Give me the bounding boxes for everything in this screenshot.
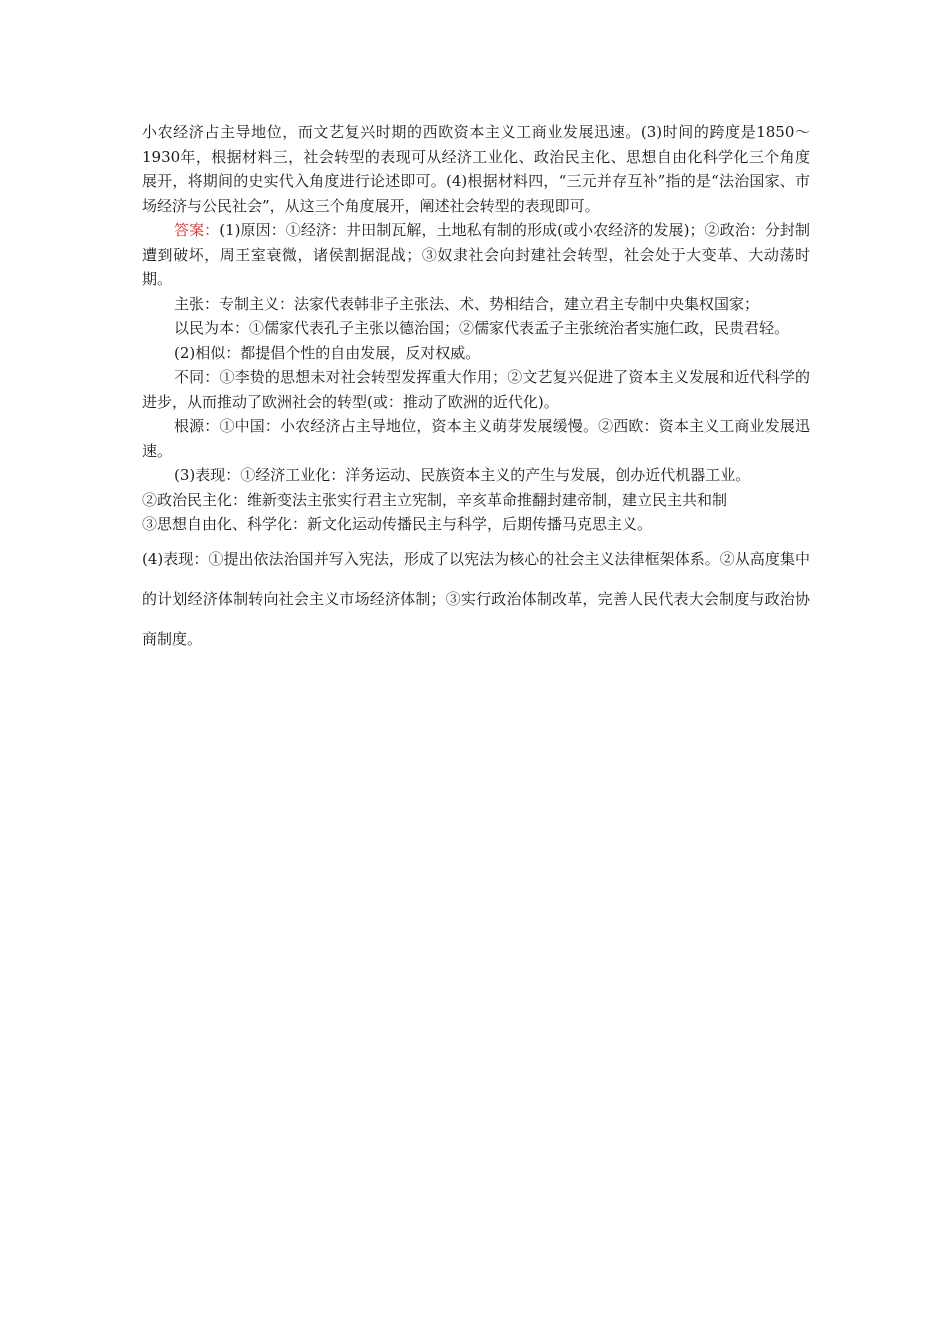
answer-label: 答案： <box>174 221 220 239</box>
answer-part1-claim: 主张：专制主义：法家代表韩非子主张法、术、势相结合，建立君主专制中央集权国家； <box>174 294 760 313</box>
answer-part2-root: 根源：①中国：小农经济占主导地位，资本主义萌芽发展缓慢。②西欧：资本主义工商业发展迅速。 <box>142 417 810 460</box>
answer-part3-line1: (3)表现：①经济工业化：洋务运动、民族资本主义的产生与发展，创办近代机器工业。 <box>174 466 751 484</box>
answer-part4: (4)表现：①提出依法治国并写入宪法，形成了以宪法为核心的社会主义法律框架体系。②从高度集中的计划经济体制转向社会主义市场经济体制；③实行政治体制改革，完善人民代表大会制度与政治协商制度。 <box>142 549 810 648</box>
answer-part3-line3: ③思想自由化、科学化：新文化运动传播民主与科学，后期传播马克思主义。 <box>142 515 653 533</box>
answer-part1-reason-text: (1)原因：①经济：井田制瓦解，土地私有制的形成(或小农经济的发展)；②政治：分封制遭到破坏，周王室衰微，诸侯割据混战；③奴隶社会向封建社会转型，社会处于大变革、大动荡时期。 <box>142 221 810 288</box>
answer-part3-line2: ②政治民主化：维新变法主张实行君主立宪制，辛亥革命推翻封建帝制，建立民主共和制 <box>142 490 728 509</box>
answer-part1-people: 以民为本：①儒家代表孔子主张以德治国；②儒家代表孟子主张统治者实施仁政，民贵君轻。 <box>174 319 790 337</box>
answer-part2-diff: 不同：①李贽的思想未对社会转型发挥重大作用；②文艺复兴促进了资本主义发展和近代科学的进步，从而推动了欧洲社会的转型(或：推动了欧洲的近代化)。 <box>142 368 810 411</box>
document-body <box>142 120 810 659</box>
answer-part2-similar: (2)相似：都提倡个性的自由发展，反对权威。 <box>174 343 481 362</box>
analysis-paragraph: 小农经济占主导地位，而文艺复兴时期的西欧资本主义工商业发展迅速。(3)时间的跨度是1850～1930年，根据材料三，社会转型的表现可从经济工业化、政治民主化、思想自由化科学化三个角度展开，将期间的史实代入角度进行论述即可。(4)根据材料四，“三元并存互补”指的是“法治国家、市场经济与公民社会”，从这三个角度展开，阐述社会转型的表现即可。 <box>142 123 810 215</box>
answer-part1-reason <box>142 218 810 292</box>
